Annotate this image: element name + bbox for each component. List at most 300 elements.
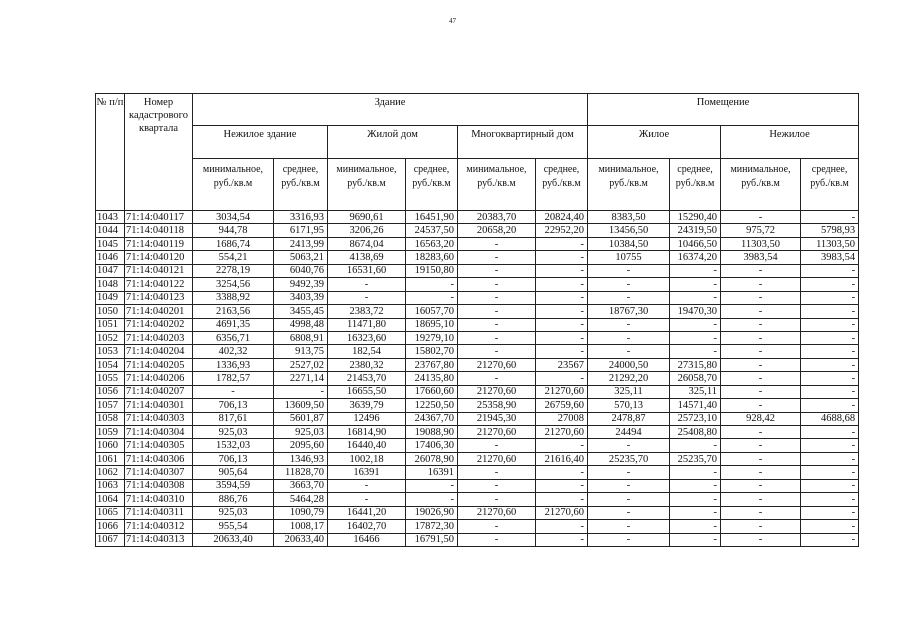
nonres-building-min-cell: 402,32 xyxy=(193,345,274,358)
apartment-building-min-cell: - xyxy=(458,466,536,479)
nonres-premises-min-cell: 928,42 xyxy=(721,412,801,425)
nonres-building-avg-cell: 4998,48 xyxy=(274,318,328,331)
table-row xyxy=(96,493,859,506)
residential-premises-avg-cell: 27315,80 xyxy=(670,358,721,371)
residential-premises-avg-cell: - xyxy=(670,278,721,291)
row-number-cell: 1049 xyxy=(96,291,125,304)
house-avg-cell: 16391 xyxy=(406,466,458,479)
nonres-building-avg-cell: 3663,70 xyxy=(274,479,328,492)
nonres-building-min-cell: 2278,19 xyxy=(193,264,274,277)
table-row xyxy=(96,506,859,519)
header-min-value: минимальное, руб./кв.м xyxy=(328,159,406,211)
house-min-cell: - xyxy=(328,291,406,304)
table-row xyxy=(96,291,859,304)
house-avg-cell: 18283,60 xyxy=(406,251,458,264)
nonres-premises-min-cell: - xyxy=(721,305,801,318)
nonres-building-min-cell: 1336,93 xyxy=(193,358,274,371)
residential-premises-avg-cell: 325,11 xyxy=(670,385,721,398)
house-min-cell: 16323,60 xyxy=(328,331,406,344)
nonres-building-avg-cell: 2095,60 xyxy=(274,439,328,452)
header-avg-value: среднее, руб./кв.м xyxy=(801,159,859,211)
header-row-number: № п/п xyxy=(96,94,125,211)
row-number-cell: 1046 xyxy=(96,251,125,264)
nonres-building-min-cell: 3034,54 xyxy=(193,211,274,224)
nonres-building-min-cell: 905,64 xyxy=(193,466,274,479)
row-number-cell: 1044 xyxy=(96,224,125,237)
table-row xyxy=(96,372,859,385)
apartment-building-avg-cell: - xyxy=(536,479,588,492)
cadastral-quarter-cell: 71:14:040204 xyxy=(125,345,193,358)
house-avg-cell: 19279,10 xyxy=(406,331,458,344)
nonres-premises-avg-cell: - xyxy=(801,439,859,452)
apartment-building-avg-cell: 27008 xyxy=(536,412,588,425)
residential-premises-min-cell: - xyxy=(588,493,670,506)
house-avg-cell: 23767,80 xyxy=(406,358,458,371)
house-avg-cell: 18695,10 xyxy=(406,318,458,331)
nonres-premises-min-cell: - xyxy=(721,520,801,533)
nonres-premises-avg-cell: - xyxy=(801,305,859,318)
table-row xyxy=(96,331,859,344)
residential-premises-min-cell: 18767,30 xyxy=(588,305,670,318)
apartment-building-min-cell: - xyxy=(458,520,536,533)
nonres-building-min-cell: 1686,74 xyxy=(193,237,274,250)
nonres-premises-min-cell: - xyxy=(721,452,801,465)
apartment-building-min-cell: - xyxy=(458,237,536,250)
house-min-cell: 2383,72 xyxy=(328,305,406,318)
house-avg-cell: 26078,90 xyxy=(406,452,458,465)
nonres-building-min-cell: 1782,57 xyxy=(193,372,274,385)
nonres-building-min-cell: - xyxy=(193,385,274,398)
table-row xyxy=(96,305,859,318)
nonres-building-min-cell: 955,54 xyxy=(193,520,274,533)
nonres-premises-min-cell: 11303,50 xyxy=(721,237,801,250)
nonres-premises-min-cell: 975,72 xyxy=(721,224,801,237)
nonres-building-min-cell: 2163,56 xyxy=(193,305,274,318)
nonres-building-min-cell: 20633,40 xyxy=(193,533,274,546)
nonres-premises-avg-cell: - xyxy=(801,211,859,224)
residential-premises-min-cell: - xyxy=(588,345,670,358)
nonres-premises-min-cell: - xyxy=(721,211,801,224)
nonres-building-avg-cell: 6040,76 xyxy=(274,264,328,277)
apartment-building-avg-cell: 21270,60 xyxy=(536,385,588,398)
row-number-cell: 1050 xyxy=(96,305,125,318)
table-row xyxy=(96,358,859,371)
apartment-building-avg-cell: 21616,40 xyxy=(536,452,588,465)
house-avg-cell: 16451,90 xyxy=(406,211,458,224)
nonres-premises-avg-cell: 5798,93 xyxy=(801,224,859,237)
cadastral-quarter-cell: 71:14:040205 xyxy=(125,358,193,371)
cadastral-quarter-cell: 71:14:040121 xyxy=(125,264,193,277)
residential-premises-min-cell: 325,11 xyxy=(588,385,670,398)
table-row xyxy=(96,385,859,398)
row-number-cell: 1060 xyxy=(96,439,125,452)
header-nonresidential-building: Нежилое здание xyxy=(193,126,328,159)
apartment-building-avg-cell: 21270,60 xyxy=(536,426,588,439)
house-min-cell: 11471,80 xyxy=(328,318,406,331)
house-avg-cell: 17660,60 xyxy=(406,385,458,398)
nonres-premises-avg-cell: 4688,68 xyxy=(801,412,859,425)
nonres-premises-min-cell: 3983,54 xyxy=(721,251,801,264)
house-min-cell: 9690,61 xyxy=(328,211,406,224)
apartment-building-min-cell: 21945,30 xyxy=(458,412,536,425)
header-min-value: минимальное, руб./кв.м xyxy=(588,159,670,211)
residential-premises-min-cell: 24494 xyxy=(588,426,670,439)
cadastral-quarter-cell: 71:14:040123 xyxy=(125,291,193,304)
house-avg-cell: 16791,50 xyxy=(406,533,458,546)
nonres-building-avg-cell: 913,75 xyxy=(274,345,328,358)
residential-premises-min-cell: 10755 xyxy=(588,251,670,264)
nonres-premises-avg-cell: - xyxy=(801,452,859,465)
apartment-building-min-cell: - xyxy=(458,264,536,277)
residential-premises-min-cell: - xyxy=(588,520,670,533)
apartment-building-min-cell: 21270,60 xyxy=(458,506,536,519)
residential-premises-min-cell: 2478,87 xyxy=(588,412,670,425)
table-row xyxy=(96,439,859,452)
residential-premises-avg-cell: - xyxy=(670,264,721,277)
residential-premises-min-cell: - xyxy=(588,466,670,479)
house-avg-cell: - xyxy=(406,479,458,492)
apartment-building-avg-cell: - xyxy=(536,493,588,506)
residential-premises-avg-cell: - xyxy=(670,331,721,344)
nonres-building-min-cell: 3254,56 xyxy=(193,278,274,291)
residential-premises-min-cell: 570,13 xyxy=(588,399,670,412)
nonres-premises-min-cell: - xyxy=(721,479,801,492)
row-number-cell: 1051 xyxy=(96,318,125,331)
row-number-cell: 1048 xyxy=(96,278,125,291)
row-number-cell: 1062 xyxy=(96,466,125,479)
nonres-premises-min-cell: - xyxy=(721,399,801,412)
nonres-premises-min-cell: - xyxy=(721,331,801,344)
cadastral-quarter-cell: 71:14:040311 xyxy=(125,506,193,519)
cadastral-quarter-cell: 71:14:040306 xyxy=(125,452,193,465)
nonres-building-min-cell: 706,13 xyxy=(193,452,274,465)
house-min-cell: 8674,04 xyxy=(328,237,406,250)
nonres-premises-avg-cell: 11303,50 xyxy=(801,237,859,250)
house-avg-cell: 12250,50 xyxy=(406,399,458,412)
table-row xyxy=(96,520,859,533)
header-nonresidential-premises: Нежилое xyxy=(721,126,859,159)
house-min-cell: 4138,69 xyxy=(328,251,406,264)
nonres-building-avg-cell: 5601,87 xyxy=(274,412,328,425)
cadastral-quarter-cell: 71:14:040207 xyxy=(125,385,193,398)
nonres-premises-avg-cell: - xyxy=(801,493,859,506)
nonres-premises-min-cell: - xyxy=(721,372,801,385)
table-row xyxy=(96,264,859,277)
house-min-cell: 16402,70 xyxy=(328,520,406,533)
nonres-premises-min-cell: - xyxy=(721,318,801,331)
residential-premises-avg-cell: - xyxy=(670,439,721,452)
nonres-building-avg-cell: 5464,28 xyxy=(274,493,328,506)
residential-premises-min-cell: - xyxy=(588,506,670,519)
nonres-building-avg-cell: 925,03 xyxy=(274,426,328,439)
nonres-building-min-cell: 6356,71 xyxy=(193,331,274,344)
header-residential-premises: Жилое xyxy=(588,126,721,159)
header-min-value: минимальное, руб./кв.м xyxy=(193,159,274,211)
residential-premises-avg-cell: - xyxy=(670,291,721,304)
row-number-cell: 1053 xyxy=(96,345,125,358)
residential-premises-min-cell: - xyxy=(588,439,670,452)
nonres-building-min-cell: 925,03 xyxy=(193,506,274,519)
nonres-building-avg-cell: 1008,17 xyxy=(274,520,328,533)
row-number-cell: 1054 xyxy=(96,358,125,371)
row-number-cell: 1064 xyxy=(96,493,125,506)
house-min-cell: 3639,79 xyxy=(328,399,406,412)
residential-premises-min-cell: - xyxy=(588,331,670,344)
apartment-building-avg-cell: - xyxy=(536,237,588,250)
residential-premises-avg-cell: - xyxy=(670,479,721,492)
residential-premises-avg-cell: 15290,40 xyxy=(670,211,721,224)
nonres-building-min-cell: 1532,03 xyxy=(193,439,274,452)
house-avg-cell: 24135,80 xyxy=(406,372,458,385)
cadastral-quarter-cell: 71:14:040305 xyxy=(125,439,193,452)
nonres-premises-avg-cell: - xyxy=(801,372,859,385)
apartment-building-avg-cell: - xyxy=(536,264,588,277)
house-avg-cell: - xyxy=(406,291,458,304)
nonres-building-avg-cell: 9492,39 xyxy=(274,278,328,291)
residential-premises-avg-cell: 16374,20 xyxy=(670,251,721,264)
nonres-premises-avg-cell: - xyxy=(801,399,859,412)
table-row xyxy=(96,211,859,224)
apartment-building-avg-cell: - xyxy=(536,372,588,385)
house-avg-cell: - xyxy=(406,493,458,506)
nonres-premises-avg-cell: - xyxy=(801,385,859,398)
residential-premises-avg-cell: - xyxy=(670,520,721,533)
house-min-cell: 2380,32 xyxy=(328,358,406,371)
table-row xyxy=(96,479,859,492)
residential-premises-min-cell: - xyxy=(588,278,670,291)
apartment-building-min-cell: - xyxy=(458,331,536,344)
apartment-building-min-cell: 21270,60 xyxy=(458,426,536,439)
apartment-building-avg-cell: - xyxy=(536,291,588,304)
residential-premises-min-cell: 25235,70 xyxy=(588,452,670,465)
house-avg-cell: - xyxy=(406,278,458,291)
nonres-building-avg-cell: 3403,39 xyxy=(274,291,328,304)
table-row xyxy=(96,533,859,546)
nonres-premises-avg-cell: - xyxy=(801,466,859,479)
header-avg-value: среднее, руб./кв.м xyxy=(406,159,458,211)
header-residential-house: Жилой дом xyxy=(328,126,458,159)
apartment-building-min-cell: - xyxy=(458,345,536,358)
residential-premises-min-cell: - xyxy=(588,479,670,492)
nonres-building-min-cell: 4691,35 xyxy=(193,318,274,331)
nonres-premises-min-cell: - xyxy=(721,278,801,291)
nonres-premises-min-cell: - xyxy=(721,533,801,546)
apartment-building-min-cell: - xyxy=(458,479,536,492)
cadastral-quarter-cell: 71:14:040313 xyxy=(125,533,193,546)
nonres-premises-min-cell: - xyxy=(721,506,801,519)
residential-premises-avg-cell: 24319,50 xyxy=(670,224,721,237)
house-min-cell: 12496 xyxy=(328,412,406,425)
cadastral-quarter-cell: 71:14:040206 xyxy=(125,372,193,385)
nonres-building-avg-cell: 11828,70 xyxy=(274,466,328,479)
header-avg-value: среднее, руб./кв.м xyxy=(274,159,328,211)
house-avg-cell: 19088,90 xyxy=(406,426,458,439)
row-number-cell: 1043 xyxy=(96,211,125,224)
header-min-value: минимальное, руб./кв.м xyxy=(721,159,801,211)
nonres-premises-min-cell: - xyxy=(721,264,801,277)
page-number: 47 xyxy=(449,17,456,25)
apartment-building-avg-cell: - xyxy=(536,278,588,291)
cadastral-quarter-cell: 71:14:040203 xyxy=(125,331,193,344)
nonres-building-avg-cell: 2527,02 xyxy=(274,358,328,371)
nonres-premises-avg-cell: - xyxy=(801,479,859,492)
apartment-building-min-cell: - xyxy=(458,318,536,331)
row-number-cell: 1058 xyxy=(96,412,125,425)
nonres-building-avg-cell: 1346,93 xyxy=(274,452,328,465)
apartment-building-avg-cell: - xyxy=(536,318,588,331)
nonres-building-avg-cell: 2413,99 xyxy=(274,237,328,250)
header-building: Здание xyxy=(193,94,588,126)
header-premises: Помещение xyxy=(588,94,859,126)
house-min-cell: 16391 xyxy=(328,466,406,479)
header-avg-value: среднее, руб./кв.м xyxy=(670,159,721,211)
house-min-cell: 1002,18 xyxy=(328,452,406,465)
apartment-building-min-cell: 25358,90 xyxy=(458,399,536,412)
row-number-cell: 1063 xyxy=(96,479,125,492)
nonres-premises-min-cell: - xyxy=(721,345,801,358)
house-min-cell: 16440,40 xyxy=(328,439,406,452)
nonres-premises-avg-cell: - xyxy=(801,318,859,331)
nonres-building-min-cell: 3388,92 xyxy=(193,291,274,304)
house-avg-cell: 19150,80 xyxy=(406,264,458,277)
row-number-cell: 1065 xyxy=(96,506,125,519)
apartment-building-min-cell: 21270,60 xyxy=(458,452,536,465)
nonres-building-min-cell: 3594,59 xyxy=(193,479,274,492)
nonres-building-avg-cell: 20633,40 xyxy=(274,533,328,546)
house-avg-cell: 16563,20 xyxy=(406,237,458,250)
house-avg-cell: 24367,70 xyxy=(406,412,458,425)
header-min-value: минимальное, руб./кв.м xyxy=(458,159,536,211)
table-row xyxy=(96,224,859,237)
table-row xyxy=(96,345,859,358)
house-min-cell: - xyxy=(328,278,406,291)
house-avg-cell: 15802,70 xyxy=(406,345,458,358)
residential-premises-avg-cell: - xyxy=(670,318,721,331)
apartment-building-avg-cell: - xyxy=(536,345,588,358)
residential-premises-avg-cell: 26058,70 xyxy=(670,372,721,385)
apartment-building-min-cell: - xyxy=(458,251,536,264)
apartment-building-avg-cell: 21270,60 xyxy=(536,506,588,519)
cadastral-quarter-cell: 71:14:040312 xyxy=(125,520,193,533)
residential-premises-min-cell: - xyxy=(588,318,670,331)
nonres-building-avg-cell: 6808,91 xyxy=(274,331,328,344)
house-min-cell: 16655,50 xyxy=(328,385,406,398)
apartment-building-min-cell: - xyxy=(458,305,536,318)
apartment-building-avg-cell: - xyxy=(536,533,588,546)
residential-premises-min-cell: 21292,20 xyxy=(588,372,670,385)
apartment-building-min-cell: 21270,60 xyxy=(458,358,536,371)
nonres-premises-avg-cell: - xyxy=(801,331,859,344)
table-row xyxy=(96,251,859,264)
nonres-building-avg-cell: 2271,14 xyxy=(274,372,328,385)
table-header xyxy=(96,94,859,211)
nonres-premises-min-cell: - xyxy=(721,426,801,439)
nonres-building-min-cell: 925,03 xyxy=(193,426,274,439)
nonres-premises-min-cell: - xyxy=(721,466,801,479)
residential-premises-avg-cell: - xyxy=(670,533,721,546)
residential-premises-min-cell: 10384,50 xyxy=(588,237,670,250)
residential-premises-avg-cell: 10466,50 xyxy=(670,237,721,250)
apartment-building-avg-cell: - xyxy=(536,520,588,533)
row-number-cell: 1056 xyxy=(96,385,125,398)
row-number-cell: 1057 xyxy=(96,399,125,412)
nonres-building-avg-cell: 6171,95 xyxy=(274,224,328,237)
cadastral-quarter-cell: 71:14:040310 xyxy=(125,493,193,506)
nonres-building-min-cell: 817,61 xyxy=(193,412,274,425)
nonres-premises-min-cell: - xyxy=(721,358,801,371)
house-min-cell: 16814,90 xyxy=(328,426,406,439)
cadastral-quarter-cell: 71:14:040119 xyxy=(125,237,193,250)
header-cadastral-quarter: Номер кадастрового квартала xyxy=(125,94,193,211)
cadastral-quarter-cell: 71:14:040202 xyxy=(125,318,193,331)
residential-premises-min-cell: - xyxy=(588,533,670,546)
residential-premises-avg-cell: 25235,70 xyxy=(670,452,721,465)
apartment-building-avg-cell: - xyxy=(536,331,588,344)
row-number-cell: 1059 xyxy=(96,426,125,439)
nonres-premises-avg-cell: - xyxy=(801,426,859,439)
row-number-cell: 1055 xyxy=(96,372,125,385)
row-number-cell: 1066 xyxy=(96,520,125,533)
nonres-building-avg-cell: 1090,79 xyxy=(274,506,328,519)
nonres-building-min-cell: 944,78 xyxy=(193,224,274,237)
apartment-building-min-cell: 20658,20 xyxy=(458,224,536,237)
cadastral-quarter-cell: 71:14:040303 xyxy=(125,412,193,425)
nonres-building-avg-cell: 5063,21 xyxy=(274,251,328,264)
nonres-premises-avg-cell: - xyxy=(801,506,859,519)
residential-premises-avg-cell: - xyxy=(670,493,721,506)
house-avg-cell: 19026,90 xyxy=(406,506,458,519)
nonres-building-min-cell: 886,76 xyxy=(193,493,274,506)
nonres-premises-avg-cell: - xyxy=(801,358,859,371)
apartment-building-min-cell: 20383,70 xyxy=(458,211,536,224)
apartment-building-avg-cell: - xyxy=(536,439,588,452)
nonres-premises-min-cell: - xyxy=(721,291,801,304)
nonres-premises-avg-cell: - xyxy=(801,278,859,291)
apartment-building-avg-cell: - xyxy=(536,305,588,318)
house-min-cell: 21453,70 xyxy=(328,372,406,385)
apartment-building-avg-cell: 22952,20 xyxy=(536,224,588,237)
nonres-premises-avg-cell: - xyxy=(801,533,859,546)
table-row xyxy=(96,399,859,412)
residential-premises-min-cell: 24000,50 xyxy=(588,358,670,371)
house-min-cell: 16466 xyxy=(328,533,406,546)
nonres-premises-min-cell: - xyxy=(721,439,801,452)
apartment-building-min-cell: - xyxy=(458,533,536,546)
residential-premises-avg-cell: 14571,40 xyxy=(670,399,721,412)
residential-premises-min-cell: 13456,50 xyxy=(588,224,670,237)
house-min-cell: 16531,60 xyxy=(328,264,406,277)
apartment-building-min-cell: - xyxy=(458,493,536,506)
apartment-building-min-cell: - xyxy=(458,372,536,385)
residential-premises-avg-cell: 19470,30 xyxy=(670,305,721,318)
residential-premises-avg-cell: 25408,80 xyxy=(670,426,721,439)
nonres-premises-avg-cell: - xyxy=(801,291,859,304)
table-row xyxy=(96,237,859,250)
house-avg-cell: 16057,70 xyxy=(406,305,458,318)
apartment-building-avg-cell: 26759,60 xyxy=(536,399,588,412)
row-number-cell: 1045 xyxy=(96,237,125,250)
apartment-building-avg-cell: 23567 xyxy=(536,358,588,371)
cadastral-value-table xyxy=(95,93,859,547)
table-row xyxy=(96,412,859,425)
nonres-building-avg-cell: - xyxy=(274,385,328,398)
cadastral-quarter-cell: 71:14:040201 xyxy=(125,305,193,318)
house-avg-cell: 24537,50 xyxy=(406,224,458,237)
table-row xyxy=(96,278,859,291)
house-min-cell: - xyxy=(328,479,406,492)
cadastral-quarter-cell: 71:14:040301 xyxy=(125,399,193,412)
header-avg-value: среднее, руб./кв.м xyxy=(536,159,588,211)
